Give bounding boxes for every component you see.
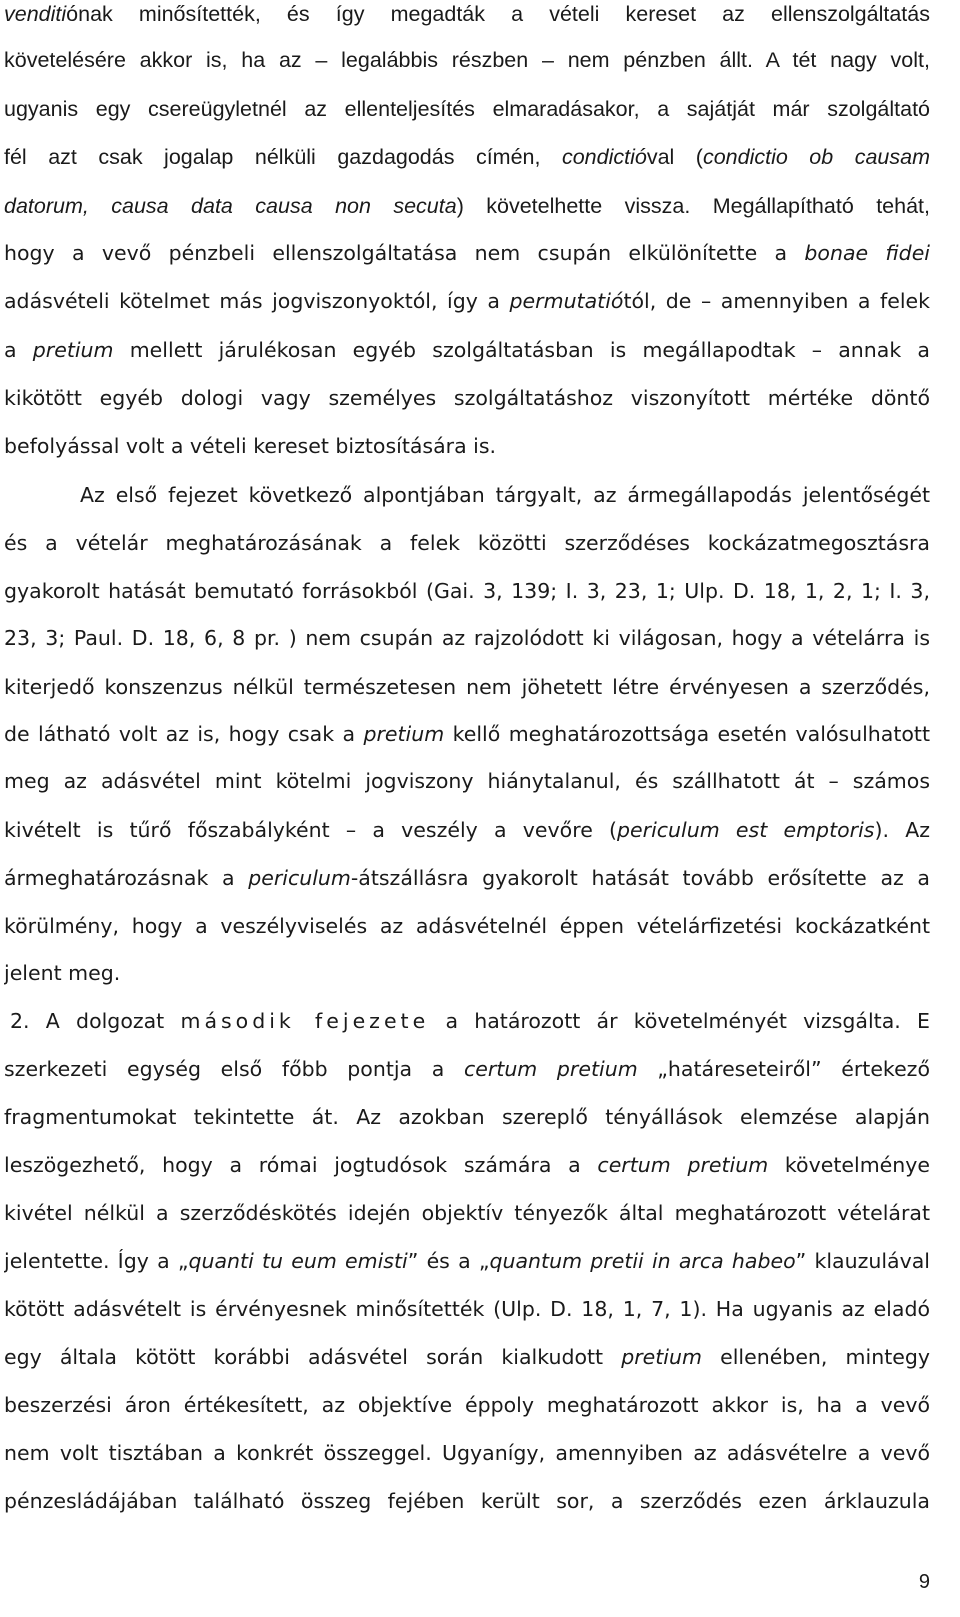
text-line: venditiónak minősítették, és így megadták a vételi kereset az ellenszolgáltatás <box>4 2 930 26</box>
text-line: gyakorolt hatását bemutató forrásokból (Gai. 3, 139; I. 3, 23, 1; Ulp. D. 18, 1, 2, 1; I. 3, <box>4 579 930 603</box>
text-line: de látható volt az is, hogy csak a pretium kellő meghatározottsága esetén valósulhatott <box>4 722 930 746</box>
text-line: jelentette. Így a „quanti tu eum emisti” és a „quantum pretii in arca habeo” klauzulával <box>4 1249 930 1273</box>
text-line: hogy a vevő pénzbeli ellenszolgáltatása nem csupán elkülönítette a bonae fidei <box>4 241 930 265</box>
text-line: pénzesládájában található összeg fejében került sor, a szerződés ezen árklauzula <box>4 1489 930 1513</box>
text-line: és a vételár meghatározásának a felek közötti szerződéses kockázatmegosztásra <box>4 531 930 555</box>
text-line: jelent meg. <box>4 961 121 985</box>
text-line: ugyanis egy csereügyletnél az ellenteljesítés elmaradásakor, a sajátját már szolgáltató <box>4 97 930 121</box>
text-line: körülmény, hogy a veszélyviselés az adásvételnél éppen vételárfizetési kockázatként <box>4 914 930 938</box>
text-line: kötött adásvételt is érvényesnek minősítették (Ulp. D. 18, 1, 7, 1). Ha ugyanis az eladó <box>4 1297 930 1321</box>
text-line: kivétel nélkül a szerződéskötés idején objektív tényezők által meghatározott vételárat <box>4 1201 930 1225</box>
text-line: kiterjedő konszenzus nélkül természetesen nem jöhetett létre érvényesen a szerződés, <box>4 675 930 699</box>
text-line: ármeghatározásnak a periculum-átszállásra gyakorolt hatását tovább erősítette az a <box>4 866 930 890</box>
text-line: beszerzési áron értékesített, az objektíve éppoly meghatározott akkor is, ha a vevő <box>4 1393 930 1417</box>
text-line: fél azt csak jogalap nélküli gazdagodás címén, condictióval (condictio ob causam <box>4 145 930 169</box>
text-line: leszögezhető, hogy a római jogtudósok számára a certum pretium követelménye <box>4 1153 930 1177</box>
text-line: befolyással volt a vételi kereset biztosítására is. <box>4 434 497 458</box>
text-line: szerkezeti egység első főbb pontja a certum pretium „határeseteiről” értekező <box>4 1057 930 1081</box>
text-line: 23, 3; Paul. D. 18, 6, 8 pr. ) nem csupán az rajzolódott ki világosan, hogy a vételárra is <box>4 626 930 650</box>
text-line: kivételt is tűrő főszabályként – a veszély a vevőre (periculum est emptoris). Az <box>4 818 930 842</box>
text-line: a pretium mellett járulékosan egyéb szolgáltatásban is megállapodtak – annak a <box>4 338 930 362</box>
paragraph-first-line: Az első fejezet következő alpontjában tárgyalt, az ármegállapodás jelentőségét <box>80 483 930 507</box>
text-line: egy általa kötött korábbi adásvétel során kialkudott pretium ellenében, mintegy <box>4 1345 930 1369</box>
text-line: meg az adásvétel mint kötelmi jogviszony hiánytalanul, és szállhatott át – számos <box>4 769 930 793</box>
paragraph-first-line: 2. A dolgozat második fejezete a határozott ár követelményét vizsgálta. E <box>10 1009 930 1033</box>
text-line: adásvételi kötelmet más jogviszonyoktól, így a permutatiótól, de – amennyiben a felek <box>4 289 930 313</box>
text-line: követelésére akkor is, ha az – legalábbis részben – nem pénzben állt. A tét nagy volt, <box>4 48 930 72</box>
text-line: kikötött egyéb dologi vagy személyes szolgáltatáshoz viszonyított mértéke döntő <box>4 386 930 410</box>
text-line: nem volt tisztában a konkrét összeggel. Ugyanígy, amennyiben az adásvételre a vevő <box>4 1441 930 1465</box>
text-line: datorum, causa data causa non secuta) követelhette vissza. Megállapítható tehát, <box>4 194 930 218</box>
text-line: fragmentumokat tekintette át. Az azokban szereplő tényállások elemzése alapján <box>4 1105 930 1129</box>
page-number: 9 <box>918 1571 930 1593</box>
